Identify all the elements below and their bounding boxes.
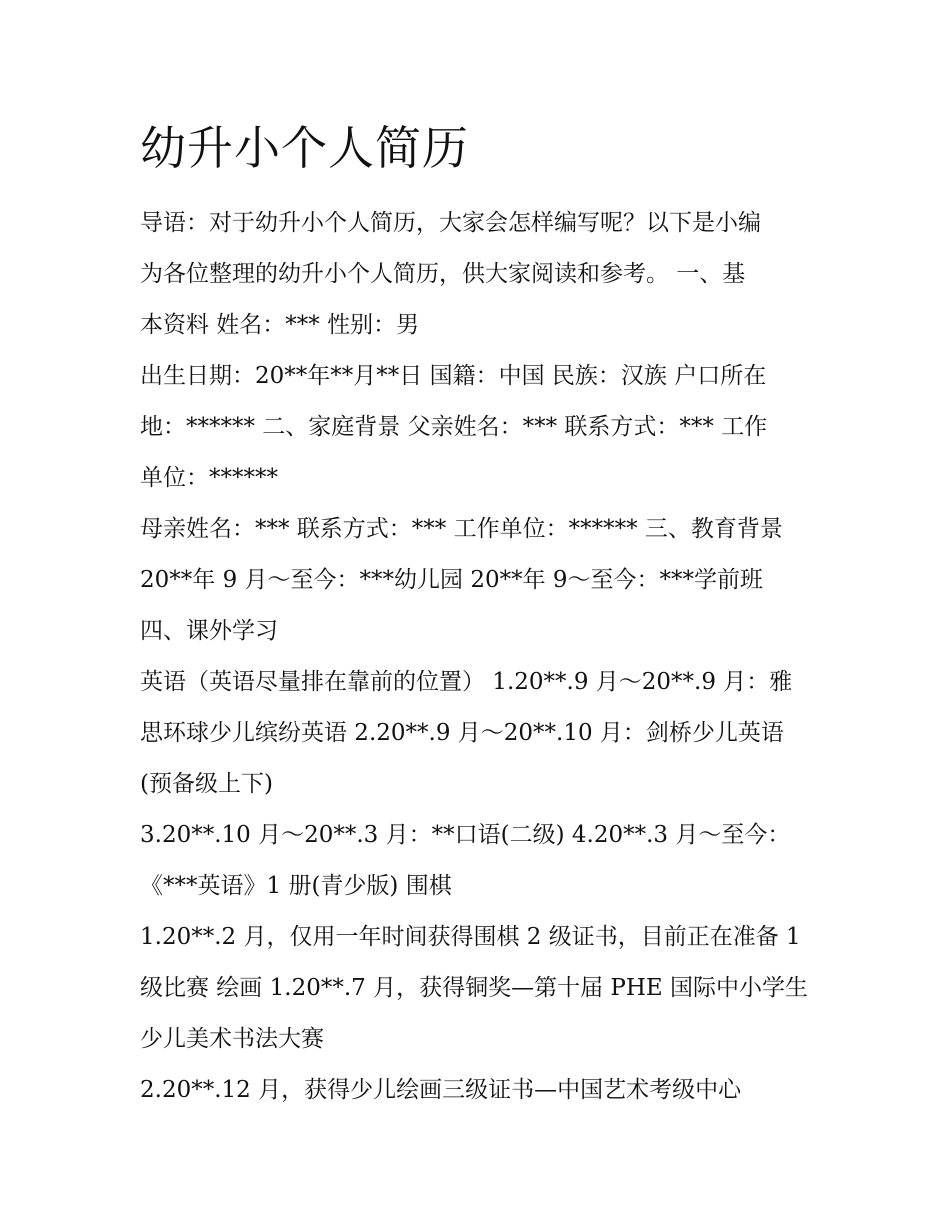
text-line: 四、课外学习 [140,618,278,644]
text-line: 单位：****** [140,465,278,491]
text-line: 英语（英语尽量排在靠前的位置） 1.20**.9 月～20**.9 月：雅 [140,669,793,695]
text-line: 少儿美术书法大赛 [140,1026,324,1052]
document-body [140,198,820,1116]
text-line: 导语：对于幼升小个人简历，大家会怎样编写呢？以下是小编 [140,210,761,236]
text-line: (预备级上下) [140,771,273,797]
text-line: 《***英语》1 册(青少版) 围棋 [140,873,452,899]
text-line: 地：****** 二、家庭背景 父亲姓名：*** 联系方式：*** 工作 [140,414,768,440]
text-line: 思环球少儿缤纷英语 2.20**.9 月～20**.10 月：剑桥少儿英语 [140,720,784,746]
text-line: 1.20**.2 月，仅用一年时间获得围棋 2 级证书，目前正在准备 1 [140,924,801,950]
text-line: 母亲姓名：*** 联系方式：*** 工作单位：****** 三、教育背景 [140,516,783,542]
document-page [140,112,820,1116]
text-line: 本资料 姓名：*** 性别：男 [140,312,420,338]
text-line: 级比赛 绘画 1.20**.7 月，获得铜奖—第十届 PHE 国际中小学生 [140,975,809,1001]
text-line: 出生日期：20**年**月**日 国籍：中国 民族：汉族 户口所在 [140,363,767,389]
text-line: 3.20**.10 月～20**.3 月：**口语(二级) 4.20**.3 月～至今： [140,822,791,848]
document-title: 幼升小个人简历 [140,121,469,175]
text-line: 2.20**.12 月，获得少儿绘画三级证书—中国艺术考级中心 [140,1077,742,1103]
text-line: 20**年 9 月～至今：***幼儿园 20**年 9～至今：***学前班 [140,567,764,593]
text-line: 为各位整理的幼升小个人简历，供大家阅读和参考。 一、基 [140,261,746,287]
